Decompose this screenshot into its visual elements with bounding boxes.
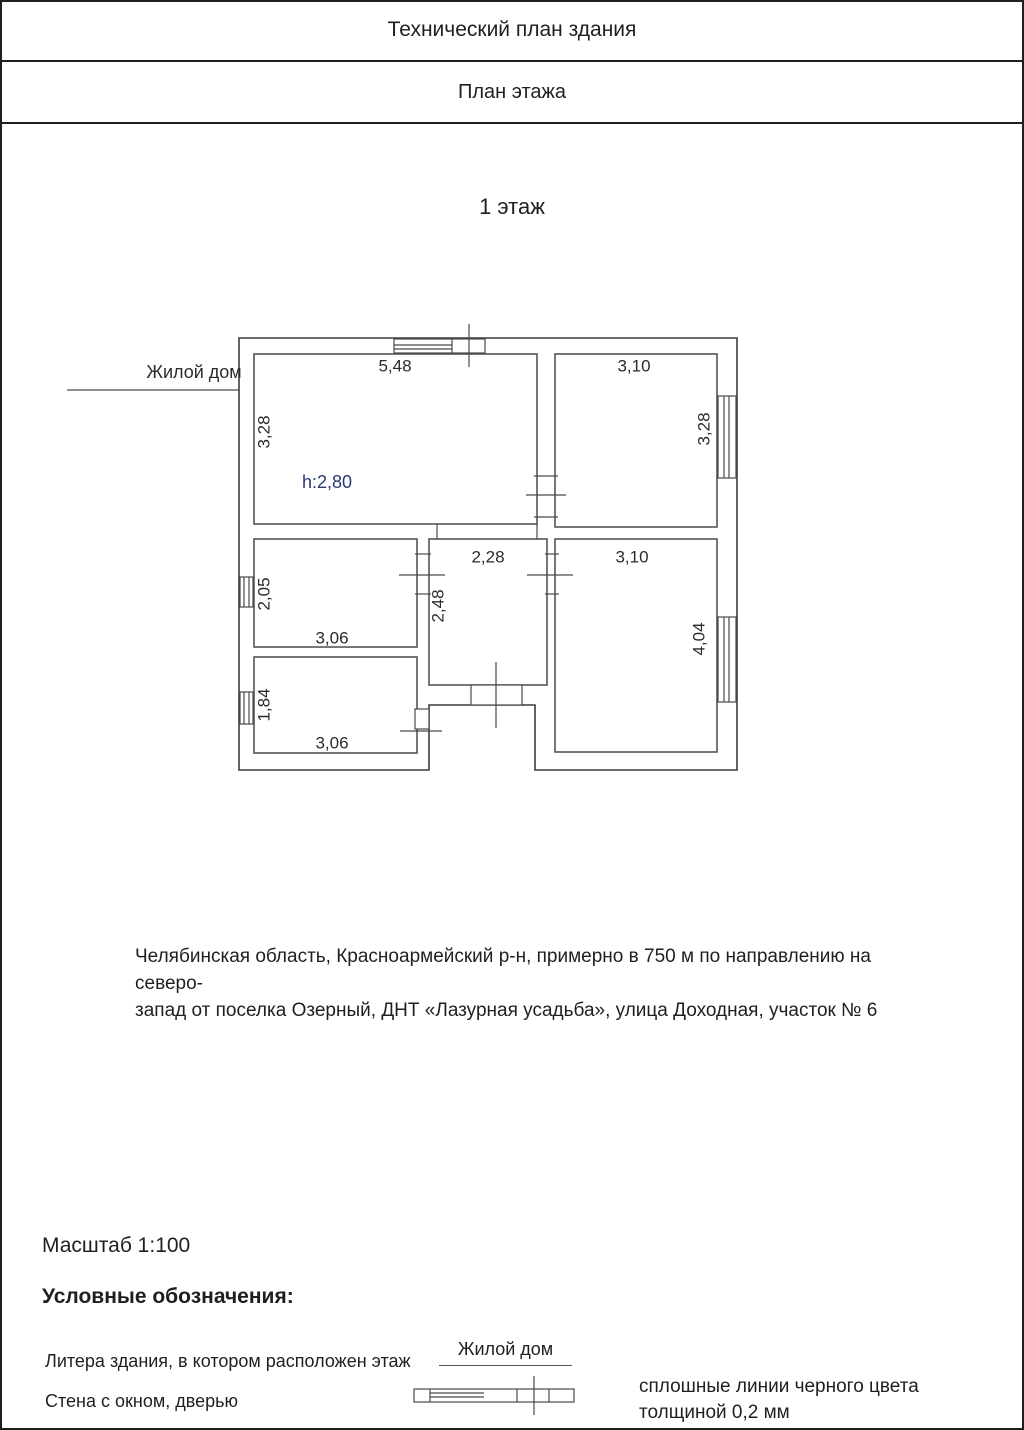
door-symbol-entrance [471, 662, 522, 728]
dim-top-right-height: 3,28 [694, 412, 714, 446]
room-top-right [555, 354, 717, 527]
legend-item-wall-window-door: Стена с окном, дверью [45, 1391, 238, 1411]
header-divider-2 [2, 122, 1022, 124]
door-symbol-hall-left [399, 554, 445, 594]
dim-hall-width: 2,28 [471, 547, 505, 567]
scale-label: Масштаб 1:100 [42, 1234, 191, 1257]
legend-symbol-building-label: Жилой дом [439, 1339, 572, 1366]
ceiling-height-note: h:2,80 [301, 471, 353, 492]
document-title: Технический план здания [387, 18, 637, 41]
door-symbol-top-rooms [526, 476, 566, 517]
dim-bottom-left-width: 3,06 [315, 733, 349, 753]
document-subtitle: План этажа [457, 81, 567, 103]
address-line-1: Челябинская область, Красноармейский р-н, примерно в 750 м по направлению на северо- [135, 946, 871, 994]
dim-hall-height: 2,48 [428, 589, 448, 623]
address-line-2: запад от поселка Озерный, ДНТ «Лазурная усадьба», улица Доходная, участок № 6 [135, 1000, 878, 1021]
dim-right-height: 4,04 [689, 622, 709, 656]
location-address [135, 943, 935, 1024]
door-symbol-hall-right [527, 554, 573, 594]
floor-plan-drawing [2, 312, 1024, 872]
header-divider-1 [2, 60, 1022, 62]
dim-top-left-height: 3,28 [254, 415, 274, 449]
dim-top-left-width: 5,48 [378, 356, 412, 376]
window-symbol-right-lower [718, 617, 736, 702]
dim-bottom-left-height: 1,84 [254, 688, 274, 722]
dim-mid-left-height: 2,05 [254, 577, 274, 611]
legend-heading: Условные обозначения: [42, 1285, 294, 1308]
window-symbol-left-lower [240, 692, 253, 724]
legend-note-line-2: толщиной 0,2 мм [639, 1402, 790, 1423]
door-symbol-bottom-left-room [400, 709, 442, 731]
dim-mid-left-width: 3,06 [315, 628, 349, 648]
legend-note-line-1: сплошные линии черного цвета [639, 1376, 919, 1397]
room-top-left [254, 354, 537, 524]
legend-item-building-letter: Литера здания, в котором расположен этаж [45, 1351, 411, 1371]
dim-right-width: 3,10 [615, 547, 649, 567]
building-label: Жилой дом [146, 361, 242, 382]
legend-line-style-note [639, 1374, 919, 1426]
window-symbol-right-upper [718, 396, 736, 478]
dim-top-right-width: 3,10 [617, 356, 651, 376]
legend-wall-window-door-symbol [392, 1367, 602, 1427]
floor-title: 1 этаж [479, 194, 545, 219]
window-symbol-left-upper [240, 577, 253, 607]
opening-living-to-hall [437, 524, 537, 539]
